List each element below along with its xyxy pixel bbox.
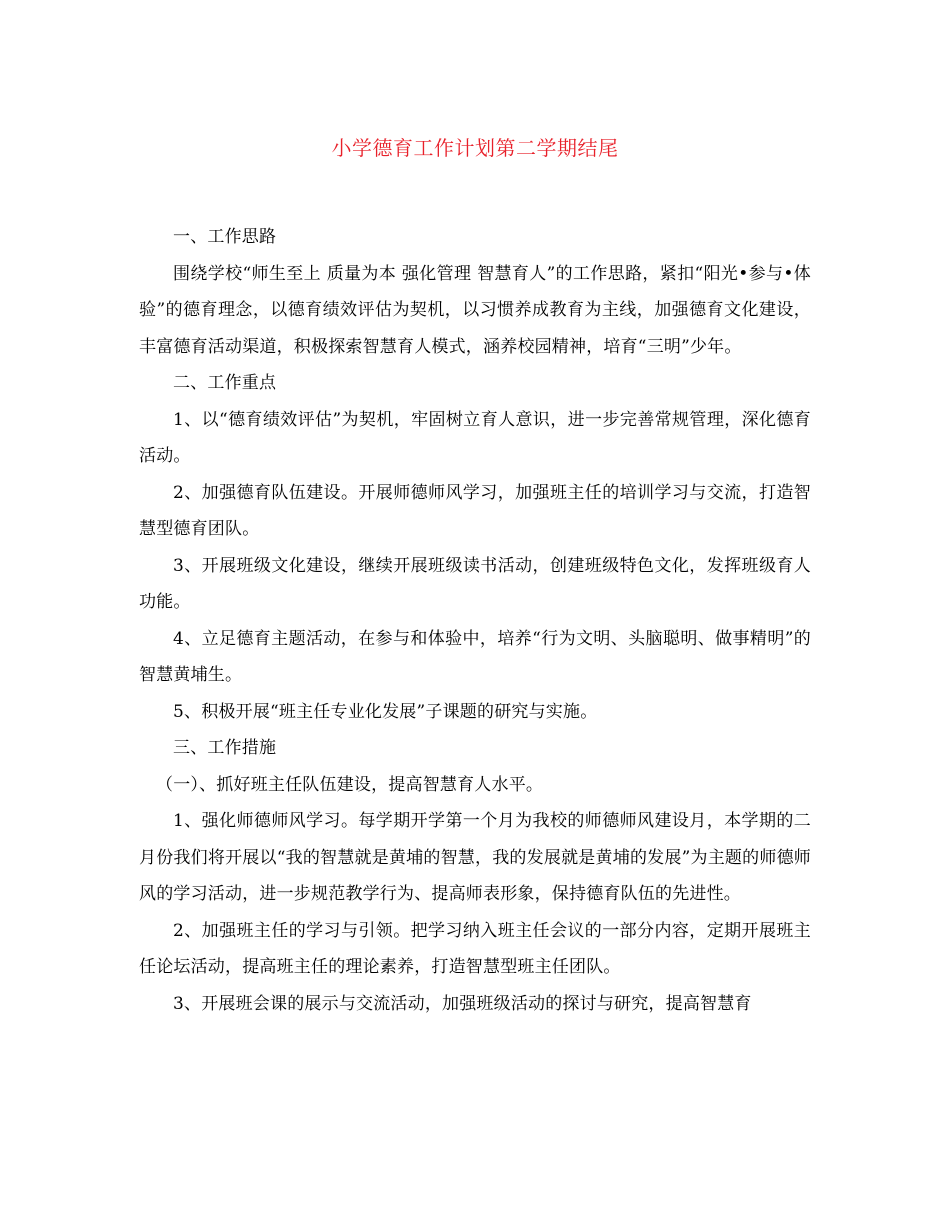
paragraph-focus-4: 4、立足德育主题活动，在参与和体验中，培养“行为文明、头脑聪明、做事精明”的智慧黄埔生。: [139, 628, 811, 685]
paragraph-measure-3: 3、开展班会课的展示与交流活动，加强班级活动的探讨与研究，提高智慧育: [173, 993, 752, 1014]
section-heading-3: 三、工作措施: [173, 738, 277, 758]
paragraph-work-approach: 围绕学校“师生至上 质量为本 强化管理 智慧育人”的工作思路，紧扣“阳光•参与•体验”的德育理念，以德育绩效评估为契机，以习惯养成教育为主线，加强德育文化建设，丰富德育活动渠道，积极探索智慧育人模式，涵养校园精神，培育“三明”少年。: [139, 263, 811, 357]
section-heading-1: 一、工作思路: [173, 227, 277, 247]
paragraph-focus-3: 3、开展班级文化建设，继续开展班级读书活动，创建班级特色文化，发挥班级育人功能。: [139, 555, 811, 612]
section-heading-2: 二、工作重点: [173, 373, 277, 393]
paragraph-focus-2: 2、加强德育队伍建设。开展师德师风学习，加强班主任的培训学习与交流，打造智慧型德育团队。: [139, 482, 811, 539]
paragraph-focus-1: 1、以“德育绩效评估”为契机，牢固树立育人意识，进一步完善常规管理，深化德育活动。: [139, 409, 811, 466]
subsection-heading-1: （一）、抓好班主任队伍建设，提高智慧育人水平。: [156, 774, 544, 795]
paragraph-focus-5: 5、积极开展“班主任专业化发展”子课题的研究与实施。: [173, 701, 598, 722]
document-title: 小学德育工作计划第二学期结尾: [331, 136, 619, 160]
paragraph-measure-1: 1、强化师德师风学习。每学期开学第一个月为我校的师德师风建设月，本学期的二月份我们将开展以“我的智慧就是黄埔的智慧，我的发展就是黄埔的发展”为主题的师德师风的学习活动，进一步规范教学行为、提高师表形象，保持德育队伍的先进性。: [139, 811, 811, 904]
paragraph-measure-2: 2、加强班主任的学习与引领。把学习纳入班主任会议的一部分内容，定期开展班主任论坛活动，提高班主任的理论素养，打造智慧型班主任团队。: [139, 920, 811, 977]
document-body: [139, 219, 811, 1022]
